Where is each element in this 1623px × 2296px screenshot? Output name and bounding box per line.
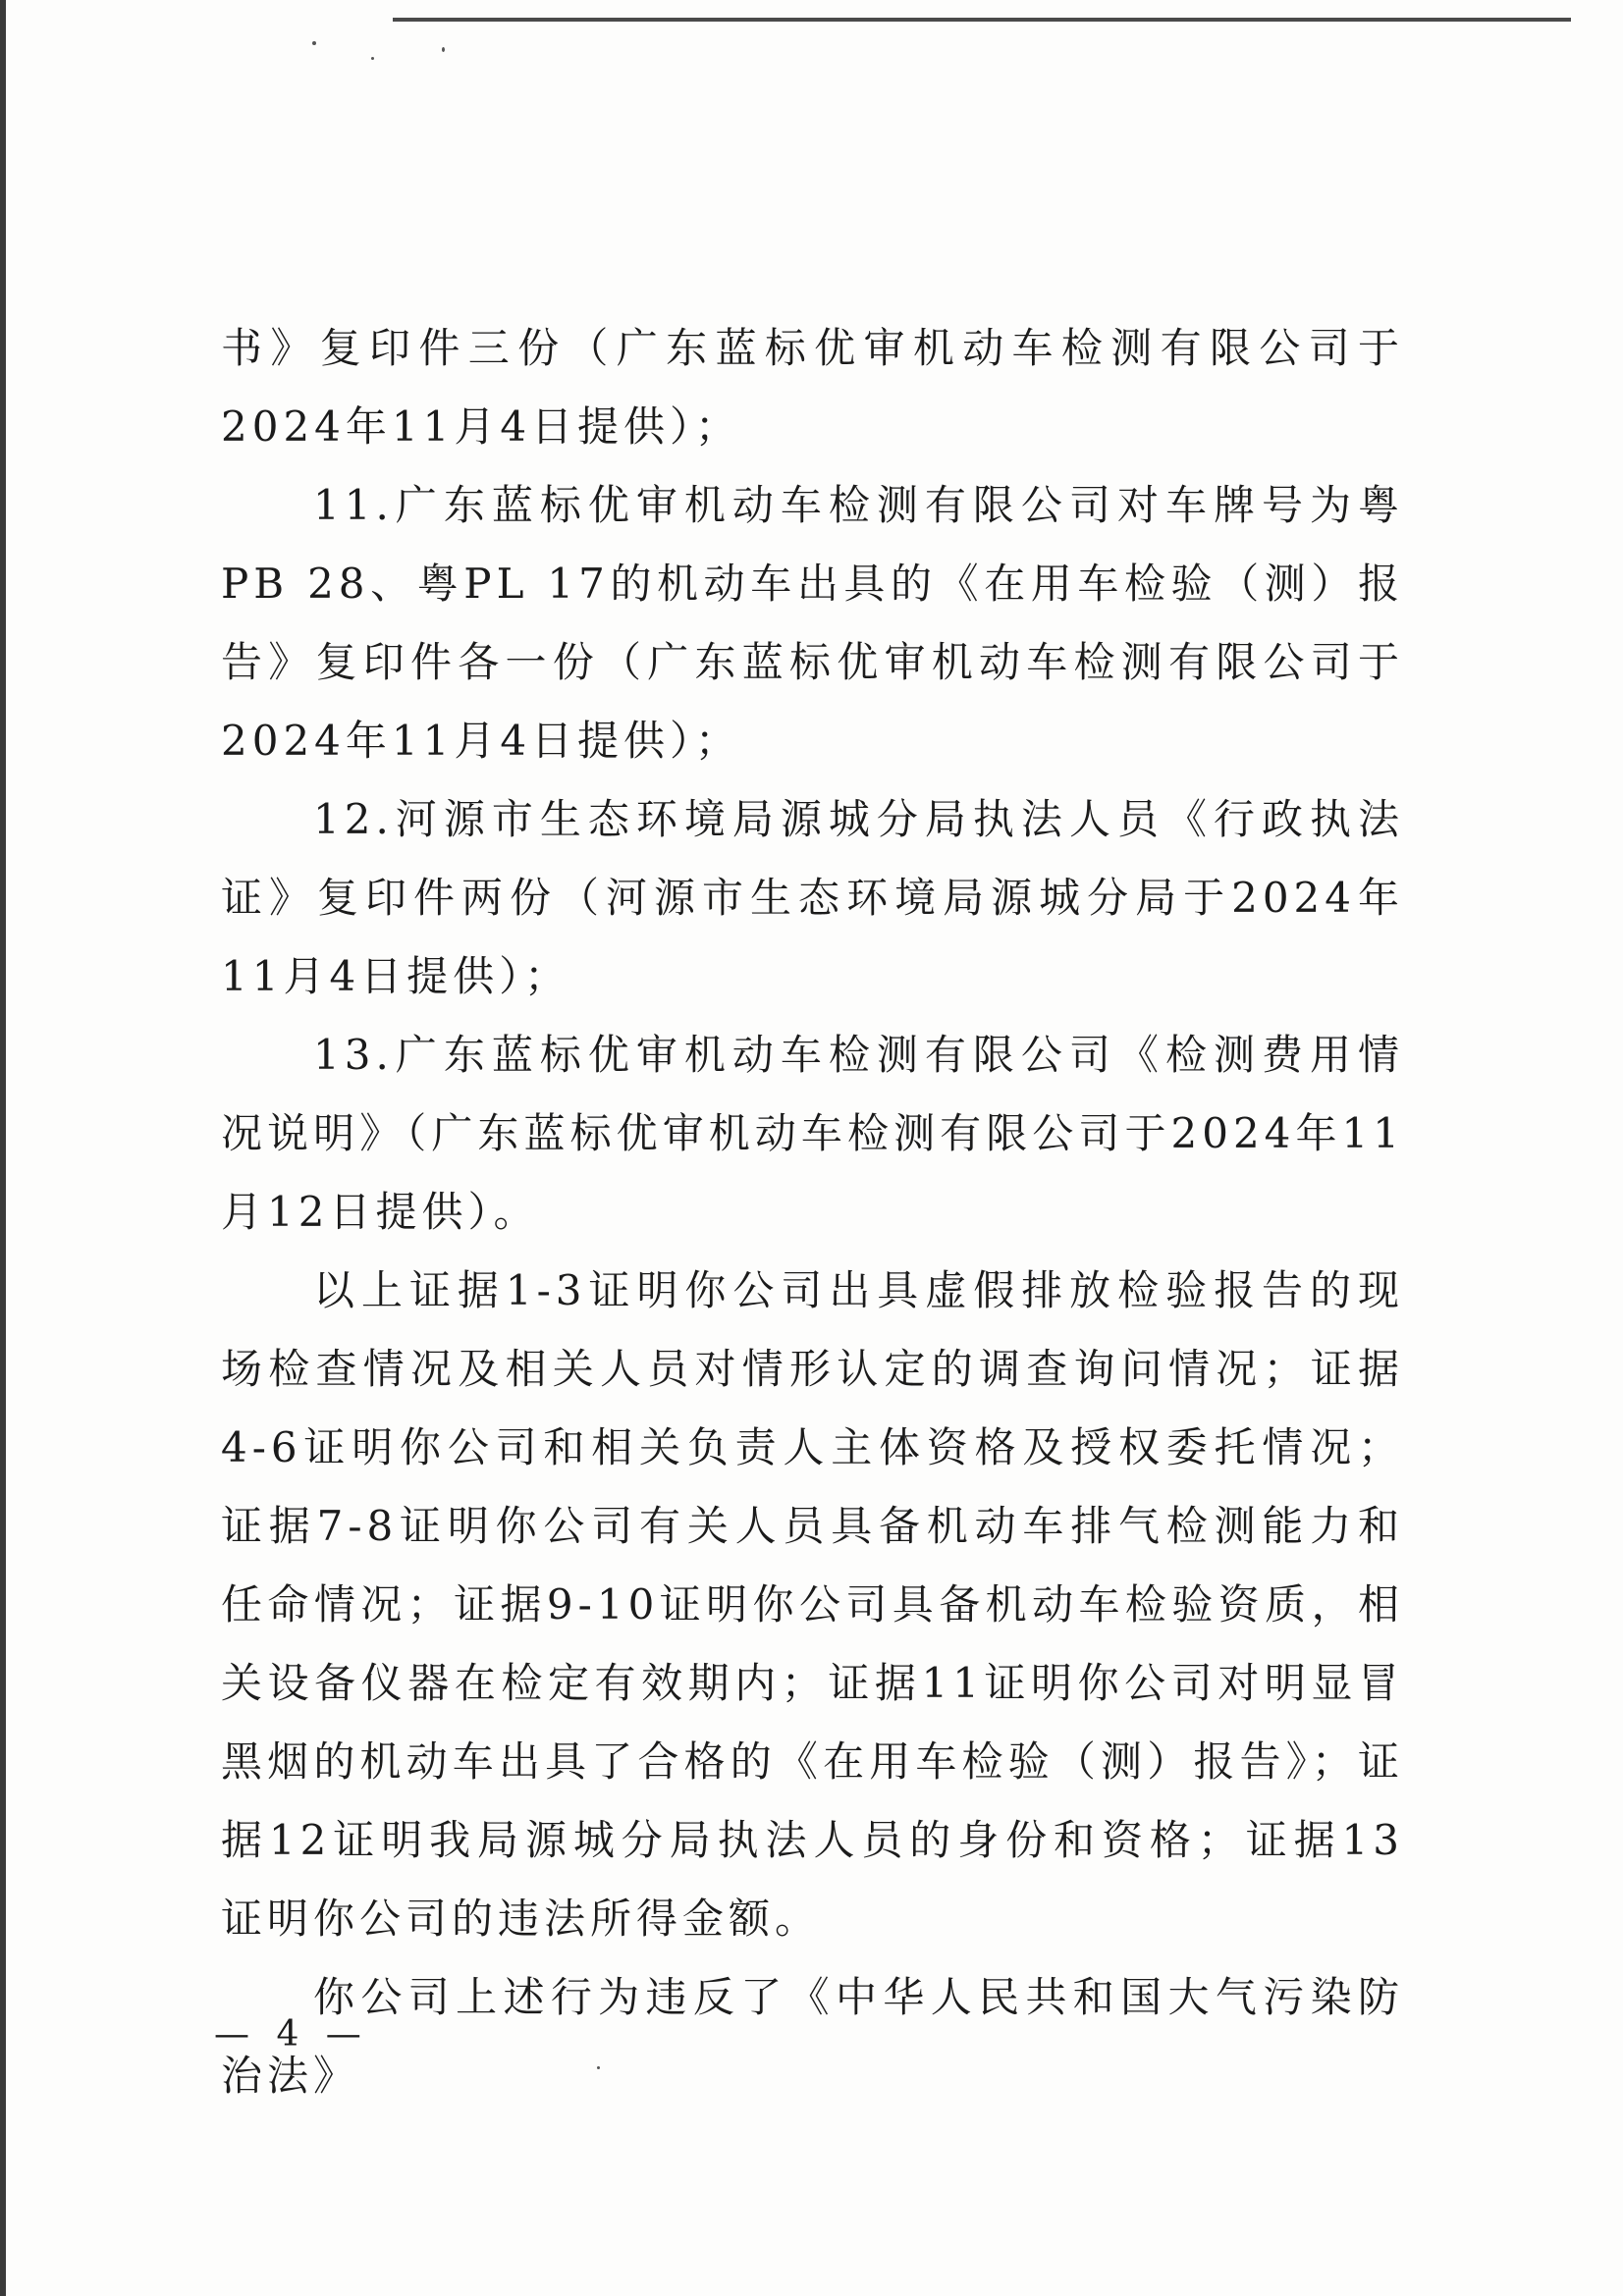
document-body [221, 309, 1404, 2115]
scan-speck [312, 41, 316, 45]
paragraph-evidence-summary: 以上证据1-3证明你公司出具虚假排放检验报告的现场检查情况及相关人员对情形认定的调查询问情况；证据4-6证明你公司和相关负责人主体资格及授权委托情况；证据7-8证明你公司有关人员具备机动车排气检测能力和任命情况；证据9-10证明你公司具备机动车检验资质，相关设备仪器在检定有效期内；证据11证明你公司对明显冒黑烟的机动车出具了合格的《在用车检验（测）报告》；证据12证明我局源城分局执法人员的身份和资格；证据13证明你公司的违法所得金额。 [221, 1266, 1404, 1943]
scan-speck [371, 57, 374, 60]
paragraph-violation: 你公司上述行为违反了《中华人民共和国大气污染防治法》 [221, 1973, 1404, 2100]
paragraph-evidence-11: 11.广东蓝标优审机动车检测有限公司对车牌号为粤PB 28、粤PL 17的机动车出具的《在用车检验（测）报告》复印件各一份（广东蓝标优审机动车检测有限公司于2024年11月4日提供）； [221, 481, 1404, 765]
page-number: — 4 — [214, 2014, 369, 2055]
paragraph-evidence-10-continued: 书》复印件三份（广东蓝标优审机动车检测有限公司于2024年11月4日提供）； [221, 324, 1404, 451]
scan-border-left [0, 0, 6, 2296]
scan-speck [442, 47, 445, 52]
paragraph-evidence-13: 13.广东蓝标优审机动车检测有限公司《检测费用情况说明》（广东蓝标优审机动车检测有限公司于2024年11月12日提供）。 [221, 1031, 1404, 1236]
scan-border-top [393, 18, 1571, 22]
paragraph-evidence-12: 12.河源市生态环境局源城分局执法人员《行政执法证》复印件两份（河源市生态环境局源城分局于2024年11月4日提供）； [221, 795, 1404, 1000]
